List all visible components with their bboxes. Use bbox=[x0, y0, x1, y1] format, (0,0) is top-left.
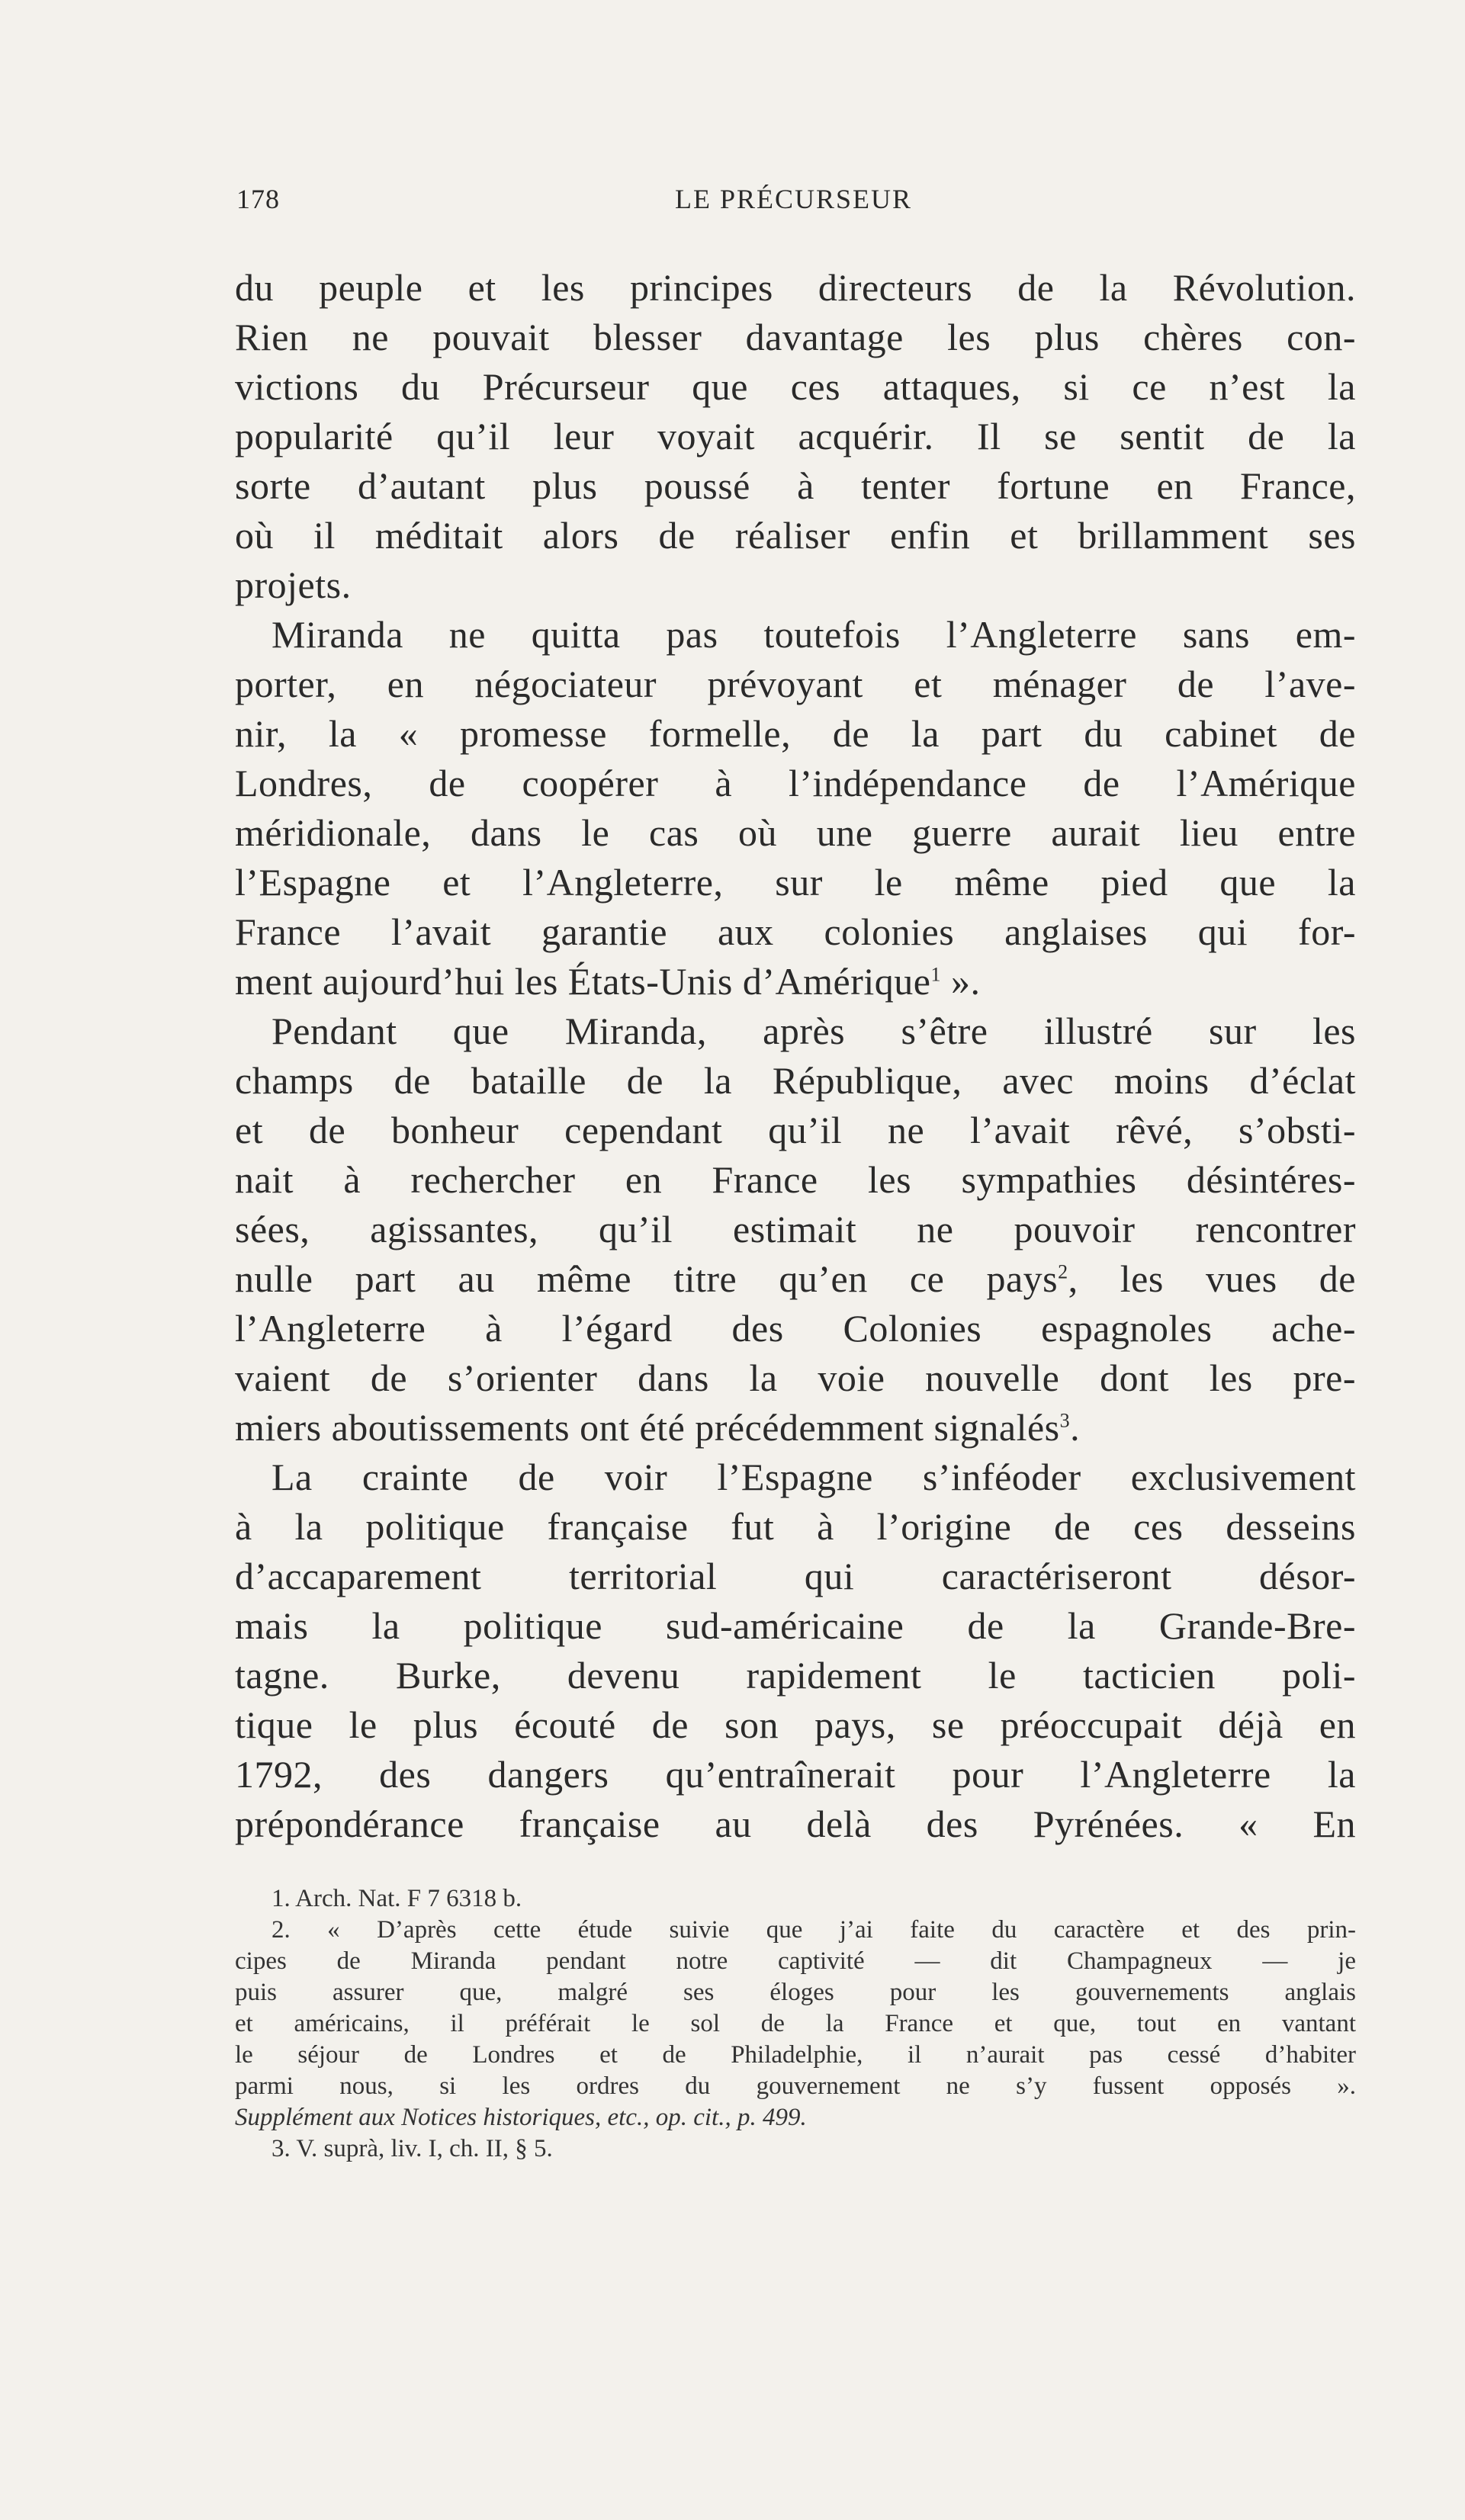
body-line: vaient de s’orienter dans la voie nouvelle dont les pre- bbox=[235, 1356, 1356, 1399]
body-line: victions du Précurseur que ces attaques, si ce n’est la bbox=[235, 365, 1356, 408]
footnote-line: puis assurer que, malgré ses éloges pour les gouvernements anglais bbox=[235, 1979, 1356, 2006]
body-line: Miranda ne quitta pas toutefois l’Angleterre sans em- bbox=[271, 613, 1356, 656]
page-header bbox=[236, 183, 1357, 229]
body-line: où il méditait alors de réaliser enfin et brillamment ses bbox=[235, 514, 1356, 557]
body-line: La crainte de voir l’Espagne s’inféoder exclusivement bbox=[271, 1456, 1356, 1498]
body-line: l’Angleterre à l’égard des Colonies espagnoles ache- bbox=[235, 1307, 1356, 1350]
body-line: champs de bataille de la République, avec moins d’éclat bbox=[235, 1059, 1356, 1102]
body-line: 1792, des dangers qu’entraînerait pour l’Angleterre la bbox=[235, 1753, 1356, 1796]
body-line: Rien ne pouvait blesser davantage les plus chères con- bbox=[235, 316, 1356, 358]
body-line: Londres, de coopérer à l’indépendance de l’Amérique bbox=[235, 762, 1356, 804]
footnote-mark-1: 1 bbox=[930, 963, 941, 986]
body-line-text: nulle part au même titre qu’en ce pays bbox=[235, 1257, 1059, 1300]
body-line: méridionale, dans le cas où une guerre aurait lieu entre bbox=[235, 811, 1356, 854]
body-line: sorte d’autant plus poussé à tenter fortune en France, bbox=[235, 464, 1356, 507]
footnote-line: 3. V. suprà, liv. I, ch. II, § 5. bbox=[271, 2135, 553, 2162]
body-line: popularité qu’il leur voyait acquérir. Il se sentit de la bbox=[235, 415, 1356, 457]
footnote-mark-3: 3 bbox=[1059, 1409, 1071, 1432]
body-line: et de bonheur cependant qu’il ne l’avait rêvé, s’obsti- bbox=[235, 1109, 1356, 1151]
page-number: 178 bbox=[236, 184, 280, 214]
body-line: à la politique française fut à l’origine de ces desseins bbox=[235, 1505, 1356, 1548]
body-line: projets. bbox=[235, 563, 352, 606]
footnote-line: parmi nous, si les ordres du gouvernement ne s’y fussent opposés ». bbox=[235, 2072, 1356, 2100]
body-line-text: ment aujourd’hui les États-Unis d’Amérique bbox=[235, 960, 931, 1003]
footnote-line: 1. Arch. Nat. F 7 6318 b. bbox=[271, 1885, 522, 1912]
footnote-mark-2: 2 bbox=[1058, 1260, 1068, 1283]
body-line: nait à rechercher en France les sympathies désintéres- bbox=[235, 1158, 1356, 1201]
footnote-line: cipes de Miranda pendant notre captivité — dit Champagneux — je bbox=[235, 1947, 1356, 1975]
footnotes bbox=[235, 1883, 1356, 2165]
body-line: l’Espagne et l’Angleterre, sur le même pied que la bbox=[235, 861, 1356, 904]
body-line: nir, la « promesse formelle, de la part du cabinet de bbox=[235, 712, 1356, 755]
body-line-tail: ». bbox=[940, 960, 981, 1003]
body-line: France l’avait garantie aux colonies anglaises qui for- bbox=[235, 910, 1356, 953]
body-line: tique le plus écouté de son pays, se préoccupait déjà en bbox=[235, 1703, 1356, 1746]
body-line-tail: , les vues de bbox=[1068, 1257, 1357, 1300]
body-line: tagne. Burke, devenu rapidement le tacticien poli- bbox=[235, 1654, 1356, 1697]
body-line-with-footnote bbox=[235, 1254, 1356, 1304]
body-line: porter, en négociateur prévoyant et ménager de l’ave- bbox=[235, 663, 1356, 705]
body-line-tail: . bbox=[1070, 1406, 1081, 1449]
body-line-with-footnote bbox=[235, 1403, 1356, 1453]
footnote-line: et américains, il préférait le sol de la France et que, tout en vantant bbox=[235, 2010, 1356, 2037]
footnote-line: 2. « D’après cette étude suivie que j’ai faite du caractère et des prin- bbox=[271, 1916, 1356, 1944]
body-line: prépondérance française au delà des Pyrénées. « En bbox=[235, 1803, 1356, 1845]
body-text bbox=[235, 263, 1356, 1849]
body-line-with-footnote bbox=[235, 957, 1356, 1006]
body-line-text: miers aboutissements ont été précédemment signalés bbox=[235, 1406, 1060, 1449]
body-line: d’accaparement territorial qui caractériseront désor- bbox=[235, 1555, 1356, 1597]
footnote-line: le séjour de Londres et de Philadelphie, il n’aurait pas cessé d’habiter bbox=[235, 2041, 1356, 2069]
body-line: sées, agissantes, qu’il estimait ne pouvoir rencontrer bbox=[235, 1208, 1356, 1250]
running-title: LE PRÉCURSEUR bbox=[675, 184, 913, 214]
footnote-line: Supplément aux Notices historiques, etc., op. cit., p. 499. bbox=[235, 2104, 807, 2131]
body-line: du peuple et les principes directeurs de la Révolution. bbox=[235, 266, 1356, 309]
body-line: mais la politique sud-américaine de la Grande-Bre- bbox=[235, 1604, 1356, 1647]
body-line: Pendant que Miranda, après s’être illustré sur les bbox=[271, 1010, 1356, 1052]
